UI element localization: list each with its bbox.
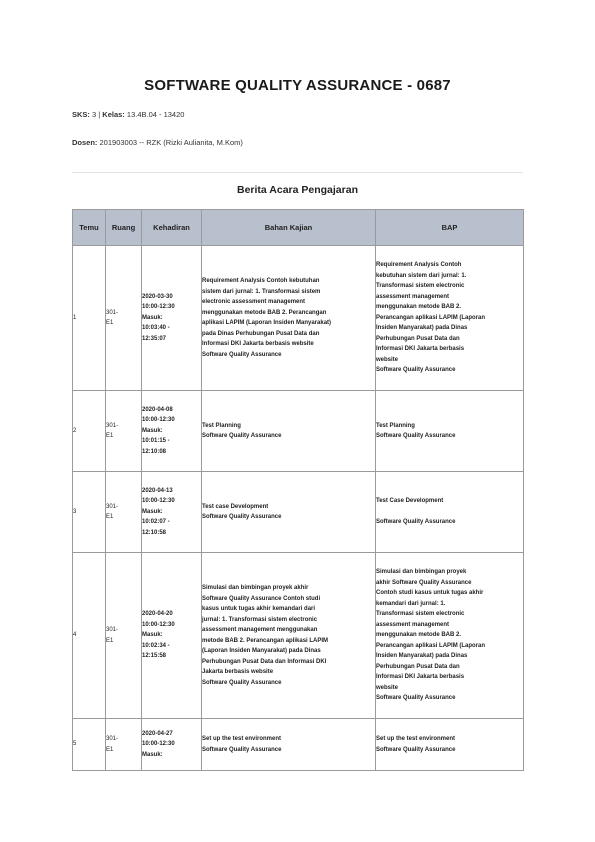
- header-temu: Temu: [73, 210, 106, 246]
- bap-line: Perhubungan Pusat Data dan: [376, 663, 460, 670]
- cell-ruang: [106, 719, 142, 771]
- kehadiran-line: 10:00-12:30: [142, 417, 175, 424]
- kajian-line: Perhubungan Pusat Data dan Informasi DKI: [202, 658, 327, 665]
- kehadiran-line: 2020-04-20: [142, 611, 173, 618]
- cell-bap: [376, 553, 524, 719]
- section-title: Berita Acara Pengajaran: [236, 184, 358, 196]
- cell-ruang: [106, 246, 142, 391]
- cell-bahan-kajian: [202, 391, 376, 472]
- kehadiran-line: Masuk:: [142, 427, 163, 434]
- teaching-record-table: [72, 209, 524, 771]
- divider: [72, 172, 523, 173]
- kehadiran-line: 10:01:15 -: [142, 438, 170, 445]
- cell-kehadiran: [142, 719, 202, 771]
- ruang-line: E1: [106, 637, 114, 644]
- bap-line: [376, 507, 523, 518]
- kajian-line: electronic assessment management: [202, 299, 306, 305]
- bap-line: menggunakan metode BAB 2.: [376, 632, 462, 639]
- cell-bap: [376, 472, 524, 553]
- bap-line: Perhubungan Pusat Data dan: [376, 335, 460, 342]
- cell-bahan-kajian: [202, 553, 376, 719]
- bap-line: Software Quality Assurance: [376, 519, 456, 526]
- cell-ruang: [106, 472, 142, 553]
- table-header-row: [73, 210, 524, 246]
- page-title: SOFTWARE QUALITY ASSURANCE - 0687: [144, 77, 451, 94]
- kajian-line: Software Quality Assurance: [202, 514, 282, 520]
- ruang-line: E1: [106, 320, 114, 326]
- cell-kehadiran: [142, 553, 202, 719]
- kajian-line: jurnal: 1. Transformasi sistem electronic: [202, 616, 318, 623]
- kajian-line: Requirement Analysis Contoh kebutuhan: [202, 278, 320, 284]
- bap-line: assessment management: [376, 293, 450, 300]
- kajian-line: kasus untuk tugas akhir kemandari dari: [202, 606, 316, 612]
- cell-kehadiran: [142, 391, 202, 472]
- cell-bahan-kajian: [202, 472, 376, 553]
- bap-line: Perancangan aplikasi LAPIM (Laporan: [376, 642, 486, 649]
- cell-ruang: [106, 391, 142, 472]
- bap-line: Set up the test environment: [376, 736, 456, 742]
- cell-bap: [376, 246, 524, 391]
- kajian-line: Software Quality Assurance: [202, 746, 282, 753]
- bap-line: Transformasi sistem electronic: [376, 283, 465, 290]
- kehadiran-line: Masuk:: [142, 314, 163, 321]
- ruang-line: 301-: [106, 422, 119, 429]
- header-kehadiran: Kehadiran: [142, 210, 202, 246]
- ruang-line: 301-: [106, 627, 119, 633]
- kajian-line: Jakarta berbasis website: [202, 669, 274, 675]
- lecturer-line: [72, 138, 243, 147]
- cell-bap: [376, 391, 524, 472]
- kehadiran-line: 12:10:58: [142, 529, 167, 536]
- kehadiran-line: 10:00-12:30: [142, 304, 175, 311]
- cell-kehadiran: [142, 246, 202, 391]
- cell-temu: 3: [73, 472, 106, 553]
- kajian-line: Test case Development: [202, 503, 269, 510]
- kehadiran-line: 10:02:07 -: [142, 519, 170, 526]
- course-meta-line: [72, 110, 184, 119]
- kelas-value: 13.4B.04 - 13420: [124, 110, 185, 119]
- kehadiran-line: 10:00-12:30: [142, 498, 175, 505]
- kajian-line: menggunakan metode BAB 2. Perancangan: [202, 309, 327, 316]
- kajian-line: assessment management menggunakan: [202, 627, 318, 633]
- cell-bahan-kajian: [202, 246, 376, 391]
- kajian-line: Simulasi dan bimbingan proyek akhir: [202, 585, 309, 591]
- cell-bap: [376, 719, 524, 771]
- kajian-line: pada Dinas Perhubungan Pusat Data dan: [202, 330, 320, 337]
- kajian-line: sistem dari jurnal: 1. Transformasi sistem: [202, 288, 321, 295]
- dosen-label: Dosen:: [72, 138, 98, 147]
- bap-line: kemandari dari jurnal: 1.: [376, 600, 446, 607]
- cell-bahan-kajian: [202, 719, 376, 771]
- bap-line: website: [376, 356, 399, 363]
- ruang-line: 301-: [106, 736, 119, 742]
- kajian-line: Software Quality Assurance: [202, 433, 282, 439]
- bap-line: Insiden Manyarakat) pada Dinas: [376, 325, 468, 332]
- kehadiran-line: 10:02:34 -: [142, 642, 170, 649]
- kajian-line: aplikasi LAPIM (Laporan Insiden Manyarakat): [202, 320, 332, 326]
- sks-value: 3 |: [89, 110, 103, 119]
- table-row: [73, 719, 524, 771]
- bap-line: Transformasi sistem electronic: [376, 611, 465, 618]
- kehadiran-line: Masuk:: [142, 632, 163, 639]
- ruang-line: E1: [106, 746, 114, 753]
- kehadiran-line: 12:35:07: [142, 335, 167, 342]
- cell-kehadiran: [142, 472, 202, 553]
- sks-label: SKS:: [72, 110, 90, 119]
- table-row: [73, 391, 524, 472]
- ruang-line: E1: [106, 514, 114, 520]
- kehadiran-line: 2020-03-30: [142, 293, 173, 300]
- kelas-label: Kelas:: [102, 110, 125, 119]
- bap-line: akhir Software Quality Assurance: [376, 579, 472, 586]
- kehadiran-line: 10:00-12:30: [142, 741, 175, 748]
- header-bahan-kajian: Bahan Kajian: [202, 210, 376, 246]
- bap-line: Simulasi dan bimbingan proyek: [376, 569, 467, 576]
- bap-line: Test Planning: [376, 422, 415, 429]
- bap-line: Informasi DKI Jakarta berbasis: [376, 346, 465, 353]
- kajian-line: Set up the test environment: [202, 736, 282, 742]
- bap-line: Test Case Development: [376, 498, 444, 505]
- bap-line: Informasi DKI Jakarta berbasis: [376, 674, 465, 681]
- kehadiran-line: Masuk:: [142, 751, 163, 758]
- bap-line: Software Quality Assurance: [376, 695, 456, 702]
- dosen-value: 201903003 -- RZK (Rizki Aulianita, M.Kom): [97, 138, 243, 147]
- ruang-line: 301-: [106, 503, 119, 510]
- bap-line: Perancangan aplikasi LAPIM (Laporan: [376, 314, 486, 321]
- bap-line: Software Quality Assurance: [376, 367, 456, 374]
- bap-line: Software Quality Assurance: [376, 433, 456, 439]
- cell-temu: 2: [73, 391, 106, 472]
- bap-line: Insiden Manyarakat) pada Dinas: [376, 653, 468, 660]
- kehadiran-line: Masuk:: [142, 508, 163, 515]
- header-ruang: Ruang: [106, 210, 142, 246]
- bap-line: Requirement Analysis Contoh: [376, 262, 462, 269]
- kehadiran-line: 12:15:58: [142, 653, 167, 660]
- kehadiran-line: 2020-04-13: [142, 487, 173, 494]
- ruang-line: 301-: [106, 309, 119, 316]
- bap-line: website: [376, 684, 399, 691]
- kehadiran-line: 12:10:08: [142, 448, 167, 455]
- ruang-line: E1: [106, 433, 114, 439]
- header-bap: BAP: [376, 210, 524, 246]
- kajian-line: Software Quality Assurance: [202, 351, 282, 358]
- table-row: [73, 553, 524, 719]
- kajian-line: metode BAB 2. Perancangan aplikasi LAPIM: [202, 637, 329, 644]
- bap-line: menggunakan metode BAB 2.: [376, 304, 462, 311]
- table-row: [73, 472, 524, 553]
- kehadiran-line: 2020-04-27: [142, 730, 173, 737]
- kajian-line: (Laporan Insiden Manyarakat) pada Dinas: [202, 648, 321, 654]
- cell-temu: 1: [73, 246, 106, 391]
- cell-ruang: [106, 553, 142, 719]
- kehadiran-line: 10:03:40 -: [142, 325, 170, 332]
- kehadiran-line: 2020-04-08: [142, 406, 173, 413]
- cell-temu: 4: [73, 553, 106, 719]
- kehadiran-line: 10:00-12:30: [142, 621, 175, 628]
- bap-line: kebutuhan sistem dari jurnal: 1.: [376, 272, 467, 279]
- kajian-line: Informasi DKI Jakarta berbasis website: [202, 341, 314, 347]
- kajian-line: Test Planning: [202, 422, 241, 429]
- table-row: [73, 246, 524, 391]
- bap-line: Contoh studi kasus untuk tugas akhir: [376, 590, 484, 597]
- bap-line: assessment management: [376, 621, 450, 628]
- kajian-line: Software Quality Assurance Contoh studi: [202, 595, 321, 602]
- cell-temu: 5: [73, 719, 106, 771]
- bap-line: Software Quality Assurance: [376, 746, 456, 753]
- kajian-line: Software Quality Assurance: [202, 679, 282, 686]
